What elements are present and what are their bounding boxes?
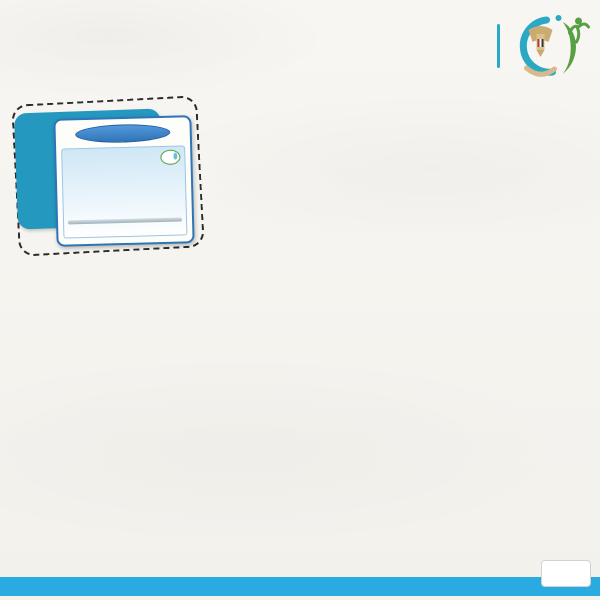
page-number-badge xyxy=(541,560,591,587)
chart-card xyxy=(53,115,194,247)
chart-title xyxy=(75,123,170,144)
nfsa-logo-icon xyxy=(506,12,592,80)
footer-bar xyxy=(0,577,600,596)
article-body xyxy=(13,84,587,256)
bar-series xyxy=(69,160,181,223)
header-separator xyxy=(497,24,500,68)
chart-plot-area xyxy=(61,145,187,238)
page-header xyxy=(0,8,600,82)
ports-chart-card xyxy=(13,84,207,256)
x-tick-labels xyxy=(72,225,180,236)
